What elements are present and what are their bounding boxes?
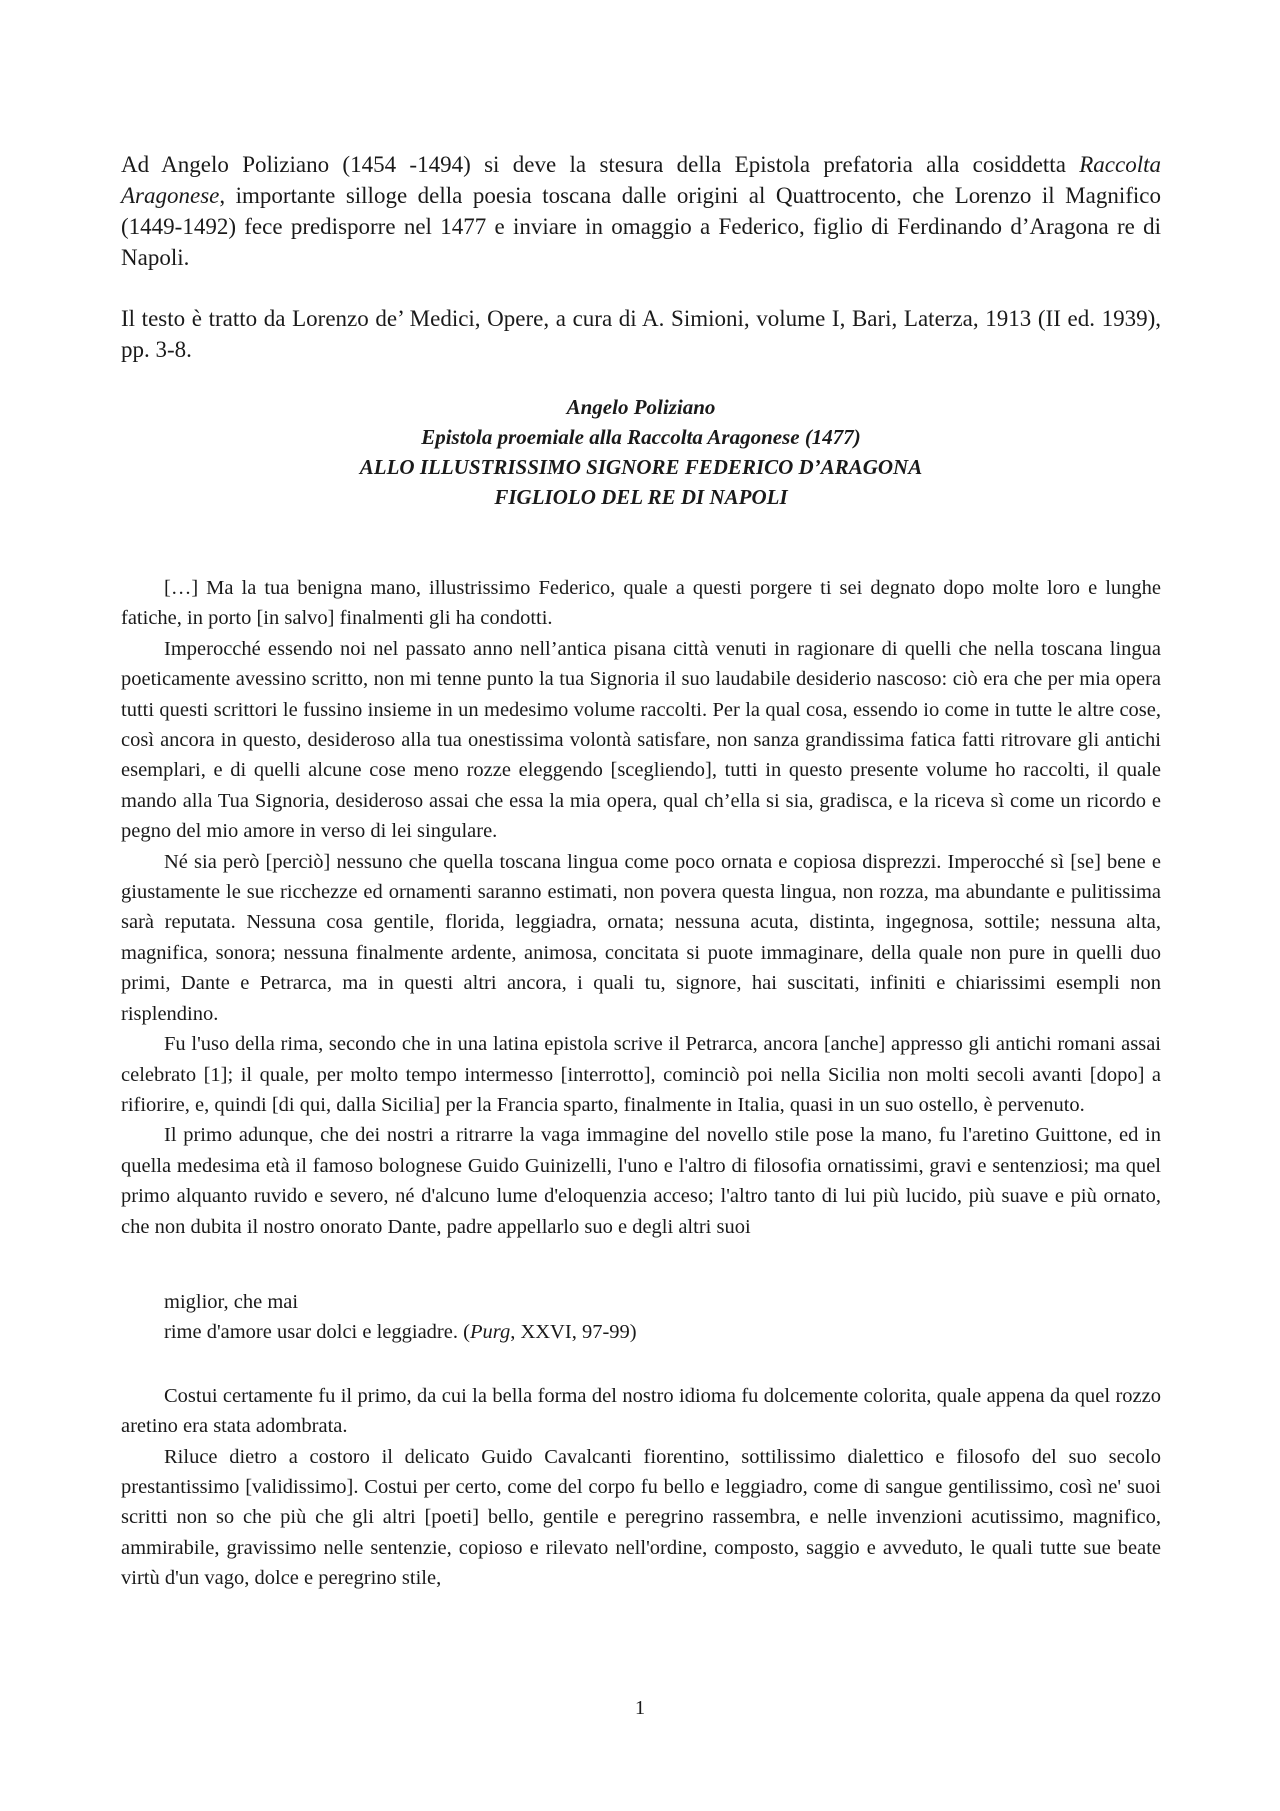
body-paragraph: Costui certamente fu il primo, da cui la bella forma del nostro idioma fu dolcemente colorita, quale appena da quel rozzo aretino era stata adombrata. xyxy=(121,1384,1161,1438)
intro-paragraph-2: Il testo è tratto da Lorenzo de’ Medici, Opere, a cura di A. Simioni, volume I, Bari, Laterza, 1913 (II ed. 1939), pp. 3-8. xyxy=(121,306,1161,362)
heading-dedication-line-2: FIGLIOLO DEL RE DI NAPOLI xyxy=(494,485,788,509)
document-heading xyxy=(121,392,1161,512)
verse-text: , XXVI, 97-99) xyxy=(510,1321,637,1344)
intro-text: , importante silloge della poesia toscana dalle origini al Quattrocento, che Lorenzo il Magnifico (1449-1492) fece predisporre nel 1477 e inviare in omaggio a Federico, figlio di Ferdinando d’Aragona re di Napoli. xyxy=(121,183,1161,270)
body-paragraph: Né sia però [perciò] nessuno che quella toscana lingua come poco ornata e copiosa disprezzi. Imperocché sì [se] bene e giustamente le sue ricchezze ed ornamenti saranno estimati, non povera questa lingua, non rozza, ma abundante e pulitissima sarà reputata. Nessuna cosa gentile, florida, leggiadra, ornata; nessuna acuta, distinta, ingegnosa, sottile; nessuna alta, magnifica, sonora; nessuna finalmente ardente, animosa, concitata si puote immaginare, della quale non pure in quelli duo primi, Dante e Petrarca, ma in questi altri ancora, i quali tu, signore, hai suscitati, infiniti e chiarissimi esempli non risplendino. xyxy=(121,850,1161,1025)
body-paragraph: Fu l'uso della rima, secondo che in una latina epistola scrive il Petrarca, ancora [anche] appresso gli antichi romani assai celebrato [1]; il quale, per molto tempo intermesso [interrotto], cominciò poi nella Sicilia non molti secoli avanti [dopo] a rifiorire, e, quindi [di qui, dalla Sicilia] per la Francia sparto, finalmente in Italia, quasi in un suo ostello, è pervenuto. xyxy=(121,1033,1161,1116)
verse-line-2 xyxy=(121,1317,1161,1347)
body-paragraph: […] Ma la tua benigna mano, illustrissimo Federico, quale a questi porgere ti sei degnato dopo molte loro e lunghe fatiche, in porto [in salvo] finalmenti gli ha condotti. xyxy=(121,577,1161,630)
verse-line-1: miglior, che mai xyxy=(164,1290,299,1313)
epistola-body xyxy=(121,573,1161,1594)
page-number: 1 xyxy=(634,1697,646,1719)
verse-text: rime d'amore usar dolci e leggiadre. ( xyxy=(164,1321,470,1344)
verse-quotation xyxy=(121,1287,1161,1348)
verse-reference: Purg xyxy=(469,1321,511,1344)
intro-paragraph-1 xyxy=(121,149,1161,273)
body-paragraph: Riluce dietro a costoro il delicato Guido Cavalcanti fiorentino, sottilissimo dialettico e filosofo del suo secolo prestantissimo [validissimo]. Costui per certo, come del corpo fu bello e leggiadro, come di sangue gentilissimo, così ne' suoi scritti non so che più che gli altri [poeti] bello, gentile e peregrino rassembra, e nelle invenzioni acutissimo, magnifico, ammirabile, gravissimo nelle sentenzie, copioso e rilevato nell'ordine, composto, saggio e avveduto, le quali tutte sue beate virtù d'un vago, dolce e peregrino stile, xyxy=(121,1445,1161,1590)
body-paragraph: Imperocché essendo noi nel passato anno nell’antica pisana città venuti in ragionare di quelli che nella toscana lingua poeticamente avessino scritto, non mi tenne punto la tua Signoria il suo laudabile desiderio nascoso: ciò era che per mia opera tutti questi scrittori le fussino insieme in un medesimo volume raccolti. Per la qual cosa, essendo io come in tutte le altre cose, così ancora in questo, desideroso alla tua onestissima volontà satisfare, non sanza grandissima fatica fatti ritrovare gli antichi esemplari, e di quelli alcune cose meno rozze eleggendo [scegliendo], tutti in questo presente volume ho raccolti, il quale mando alla Tua Signoria, desideroso assai che essa la mia opera, qual ch’ella si sia, gradisca, e la riceva sì come un ricordo e pegno del mio amore in verso di lei singulare. xyxy=(121,637,1161,843)
body-paragraph: Il primo adunque, che dei nostri a ritrarre la vaga immagine del novello stile pose la mano, fu l'aretino Guittone, ed in quella medesima età il famoso bolognese Guido Guinizelli, l'uno e l'altro di filosofia ornatissimi, gravi e sentenziosi; ma quel primo alquanto ruvido e severo, né d'alcuno lume d'eloquenzia acceso; l'altro tanto di lui più lucido, più suave e più ornato, che non dubita il nostro onorato Dante, padre appellarlo suo e degli altri suoi xyxy=(121,1124,1161,1238)
heading-work-title: Epistola proemiale alla Raccolta Aragonese (1477) xyxy=(421,425,861,449)
heading-author: Angelo Poliziano xyxy=(566,395,716,419)
intro-work-title: Raccolta Aragonese xyxy=(121,152,1161,208)
heading-dedication-line-1: ALLO ILLUSTRISSIMO SIGNORE FEDERICO D’ARAGONA xyxy=(359,455,923,479)
intro-text: Ad Angelo Poliziano (1454 -1494) si deve la stesura della Epistola prefatoria alla cosiddetta xyxy=(121,152,1080,177)
